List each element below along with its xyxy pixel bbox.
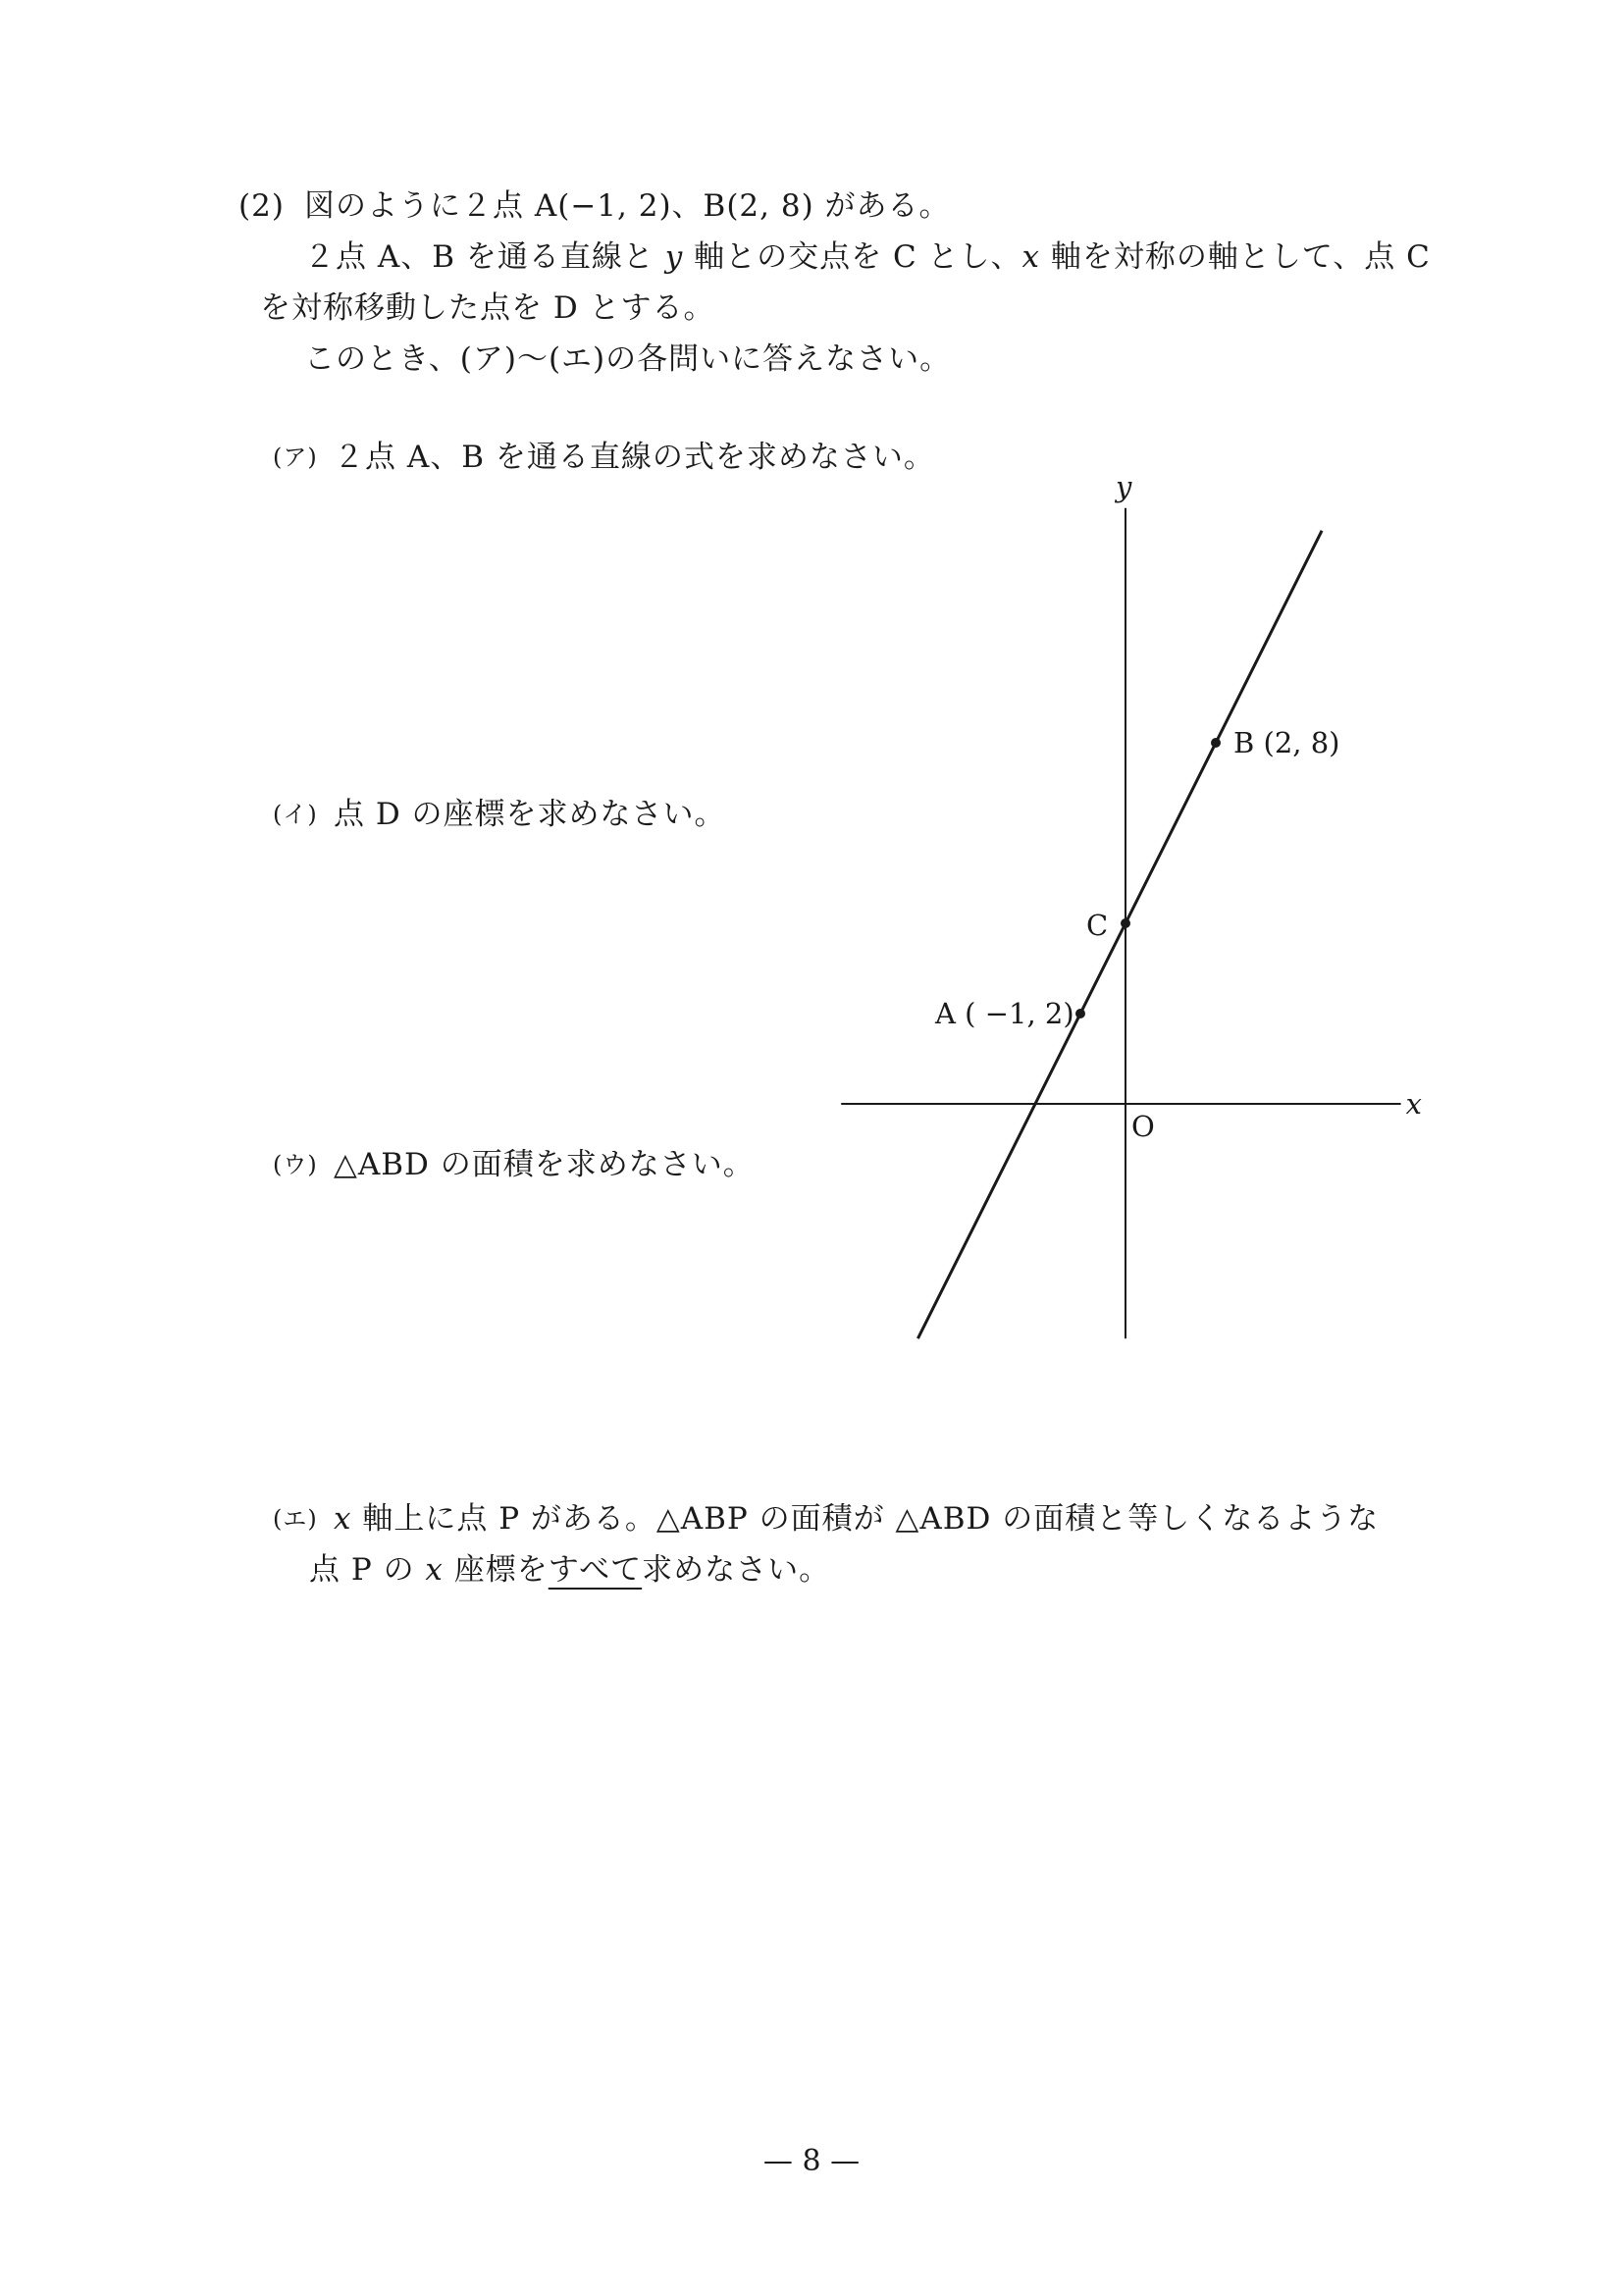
question-u-mark: (ウ) bbox=[273, 1151, 318, 1178]
question-a-text: ２点 A、B を通る直線の式を求めなさい。 bbox=[334, 440, 935, 475]
problem-line-2a: ２点 A、B を通る直線と bbox=[304, 239, 665, 275]
point-a-dot bbox=[1075, 1009, 1085, 1018]
x-axis-label: x bbox=[1405, 1087, 1422, 1121]
underlined-word: すべて bbox=[548, 1552, 643, 1588]
point-c-dot bbox=[1121, 918, 1130, 928]
problem-line-3: を対称移動した点を D とする。 bbox=[260, 290, 715, 326]
problem-line-4: このとき、(ア)〜(エ)の各問いに答えなさい。 bbox=[304, 341, 952, 377]
point-b-dot bbox=[1211, 738, 1221, 748]
point-b-label: B (2, 8) bbox=[1233, 726, 1340, 759]
question-e-line-2b: 座標を bbox=[443, 1552, 549, 1588]
question-i-mark: (イ) bbox=[273, 801, 318, 828]
question-e-line-2a: 点 P の bbox=[309, 1552, 426, 1588]
question-u-text: △ABD の面積を求めなさい。 bbox=[334, 1147, 755, 1182]
x-variable: x bbox=[1021, 239, 1041, 275]
y-variable: y bbox=[664, 239, 684, 275]
question-e-line-2c: 求めなさい。 bbox=[642, 1552, 831, 1588]
origin-label: O bbox=[1131, 1110, 1155, 1143]
y-axis-label: y bbox=[1116, 469, 1132, 503]
problem-line-1: 図のように２点 A(−1, 2)、B(2, 8) がある。 bbox=[304, 188, 951, 224]
x-variable: x bbox=[425, 1552, 444, 1588]
question-e-mark: (エ) bbox=[273, 1505, 318, 1533]
problem-number: (2) bbox=[238, 188, 285, 224]
page-number: — 8 — bbox=[762, 2144, 861, 2178]
problem-line-2b: 軸との交点を C とし、 bbox=[683, 239, 1022, 275]
line-ab bbox=[917, 531, 1322, 1338]
point-c-label: C bbox=[1086, 909, 1109, 942]
question-i-text: 点 D の座標を求めなさい。 bbox=[334, 797, 726, 832]
question-e-line-1-text: 軸上に点 P がある。△ABP の面積が △ABD の面積と等しくなるような bbox=[351, 1501, 1380, 1537]
x-variable: x bbox=[334, 1501, 352, 1537]
problem-line-2c: 軸を対称の軸として、点 C bbox=[1040, 239, 1431, 275]
question-a-mark: (ア) bbox=[273, 444, 318, 471]
point-a-label: A ( −1, 2) bbox=[935, 997, 1074, 1030]
